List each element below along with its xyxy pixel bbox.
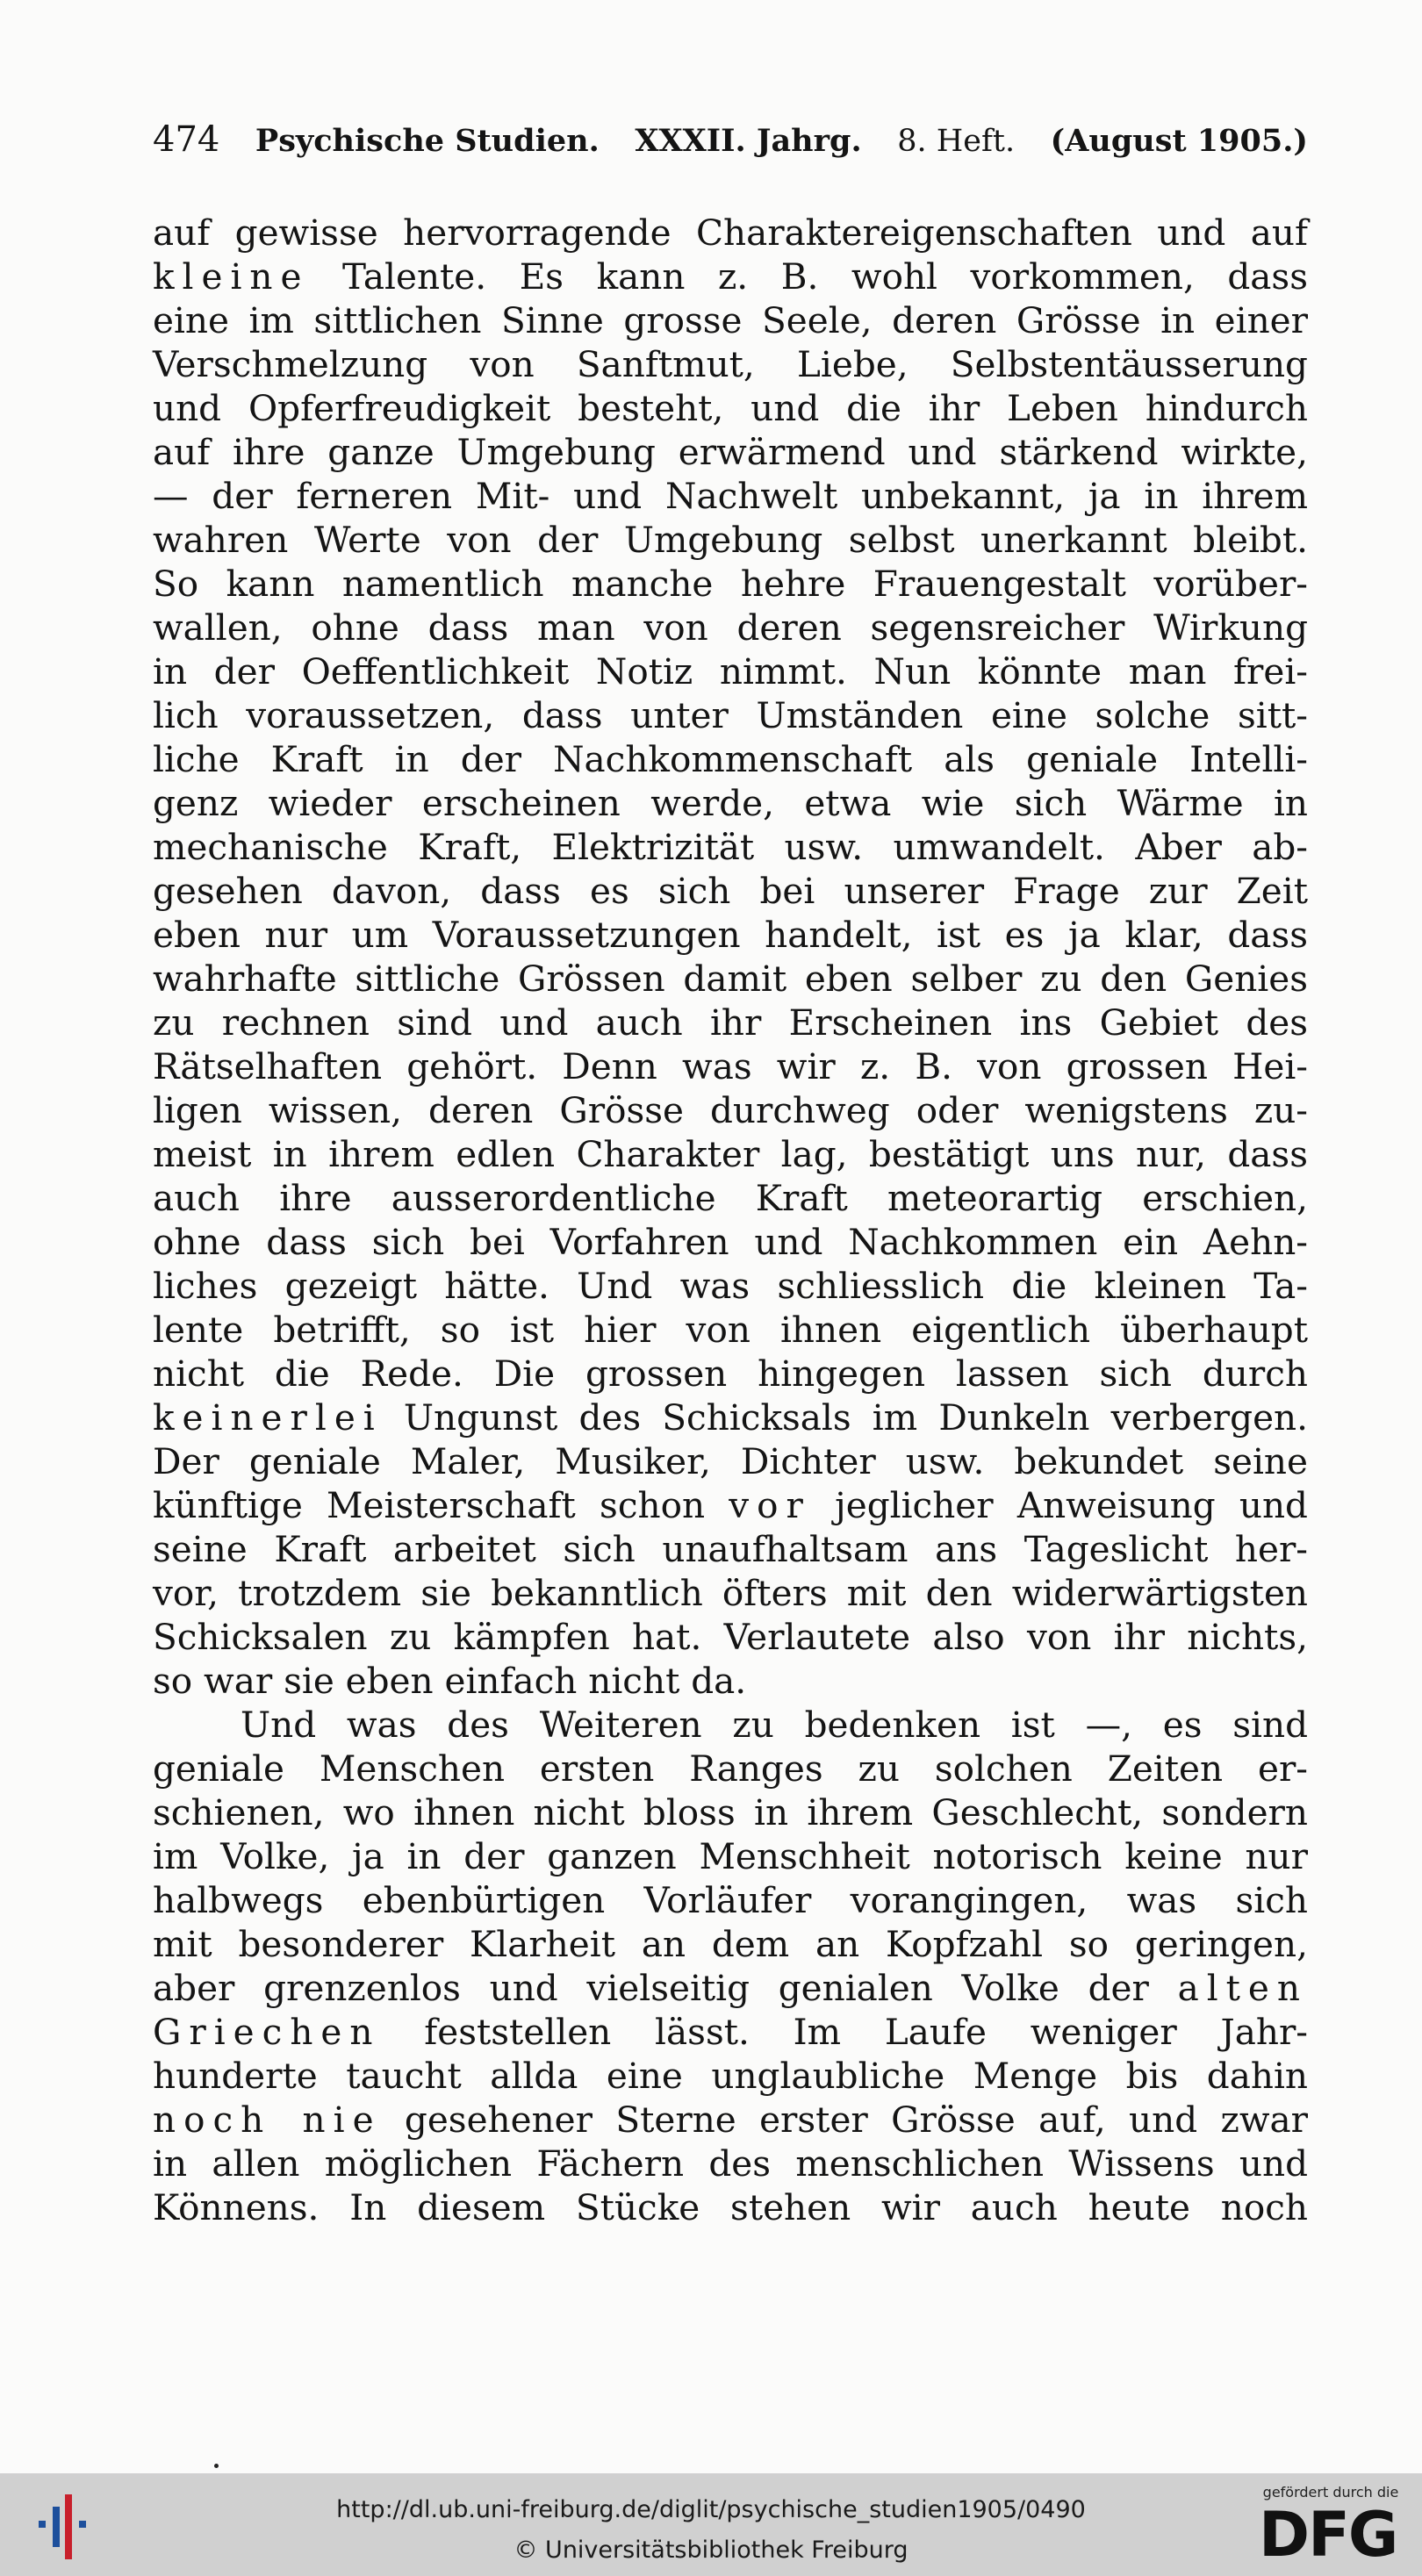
text-line xyxy=(153,1483,1308,1527)
text-line xyxy=(153,1439,1308,1483)
spaced-emphasis: kleine xyxy=(153,255,310,298)
text-line xyxy=(153,1176,1308,1220)
text-line xyxy=(153,1966,1308,2010)
line-text: liches gezeigt hätte. Und was schliesslich die kleinen Ta- xyxy=(153,1265,1308,1307)
line-text: wallen, ohne dass man von deren segensreicher Wirkung xyxy=(153,606,1308,649)
line-text: nicht die Rede. Die grossen hingegen lassen sich durch xyxy=(153,1353,1308,1395)
text-line xyxy=(153,2142,1308,2185)
running-header xyxy=(153,119,1308,160)
line-text: meist in ihrem edlen Charakter lag, bestätigt uns nur, dass xyxy=(153,1133,1308,1175)
line-text: auch ihre ausserordentliche Kraft meteorartig erschien, xyxy=(153,1177,1308,1219)
spaced-emphasis: Griechen xyxy=(153,2011,381,2053)
line-text: So kann namentlich manche hehre Frauengestalt vorüber- xyxy=(153,563,1308,605)
line-text: feststellen lässt. Im Laufe weniger Jahr- xyxy=(380,2011,1308,2053)
copyright: © Universitätsbibliothek Freiburg xyxy=(514,2537,908,2564)
line-text: Talente. Es kann z. B. wohl vorkommen, dass xyxy=(309,255,1308,298)
spaced-emphasis: keinerlei xyxy=(153,1396,383,1439)
text-line xyxy=(153,957,1308,1001)
line-text: seine Kraft arbeitet sich unaufhaltsam ans Tageslicht her- xyxy=(153,1528,1308,1570)
speck xyxy=(214,2464,219,2468)
text-line xyxy=(153,1044,1308,1088)
text-line xyxy=(153,1703,1308,1747)
text-line xyxy=(153,606,1308,649)
line-text: zu rechnen sind und auch ihr Erscheinen ins Gebiet des xyxy=(153,1001,1308,1044)
viewer-footer xyxy=(0,2473,1422,2576)
funded-by-label: gefördert durch die xyxy=(1262,2484,1399,2501)
permalink[interactable]: http://dl.ub.uni-freiburg.de/diglit/psychische_studien1905/0490 xyxy=(336,2496,1086,2523)
line-text: lente betrifft, so ist hier von ihnen eigentlich überhaupt xyxy=(153,1309,1308,1351)
line-text: mit besonderer Klarheit an dem an Kopfzahl so geringen, xyxy=(153,1923,1308,1965)
text-line xyxy=(153,1834,1308,1878)
text-line xyxy=(153,1308,1308,1352)
text-line xyxy=(153,869,1308,913)
line-text: Ungunst des Schicksals im Dunkeln verbergen. xyxy=(382,1396,1308,1439)
line-text: liche Kraft in der Nachkommenschaft als geniale Intelli- xyxy=(153,738,1308,780)
text-line xyxy=(153,2098,1308,2142)
spaced-emphasis: noch nie xyxy=(153,2099,382,2141)
text-line xyxy=(153,430,1308,474)
text-line xyxy=(153,1922,1308,1966)
journal-title: Psychische Studien. xyxy=(255,123,600,159)
text-line xyxy=(153,1878,1308,1922)
line-text: Rätselhaften gehört. Denn was wir z. B. von grossen Hei- xyxy=(153,1045,1308,1087)
line-text: in der Oeffentlichkeit Notiz nimmt. Nun könnte man frei- xyxy=(153,650,1308,692)
text-line xyxy=(153,474,1308,518)
line-text: geniale Menschen ersten Ranges zu solchen Zeiten er- xyxy=(153,1747,1308,1790)
line-text: Der geniale Maler, Musiker, Dichter usw. bekundet seine xyxy=(153,1440,1308,1482)
text-line xyxy=(153,298,1308,342)
line-text: gesehen davon, dass es sich bei unserer Frage zur Zeit xyxy=(153,870,1308,912)
text-line xyxy=(153,255,1308,298)
line-text: Verschmelzung von Sanftmut, Liebe, Selbstentäusserung xyxy=(153,343,1308,385)
line-text: Könnens. In diesem Stücke stehen wir auch heute noch xyxy=(153,2186,1308,2228)
text-line xyxy=(153,737,1308,781)
line-text: eben nur um Voraussetzungen handelt, ist es ja klar, dass xyxy=(153,914,1308,956)
line-text: wahren Werte von der Umgebung selbst unerkannt bleibt. xyxy=(153,519,1308,561)
line-text: in allen möglichen Fächern des menschlichen Wissens und xyxy=(153,2142,1308,2185)
text-line xyxy=(153,211,1308,255)
line-text: hunderte taucht allda eine unglaubliche Menge bis dahin xyxy=(153,2055,1308,2097)
text-line xyxy=(153,1571,1308,1615)
line-text: und Opferfreudigkeit besteht, und die ihr Leben hindurch xyxy=(153,387,1308,429)
body-text xyxy=(153,211,1308,2229)
text-line xyxy=(153,1615,1308,1659)
line-text: auf ihre ganze Umgebung erwärmend und stärkend wirkte, xyxy=(153,431,1308,473)
line-text: im Volke, ja in der ganzen Menschheit notorisch keine nur xyxy=(153,1835,1308,1877)
dfg-logo xyxy=(1253,2484,1408,2572)
line-text: Schicksalen zu kämpfen hat. Verlautete also von ihr nichts, xyxy=(153,1616,1308,1658)
text-line xyxy=(153,913,1308,957)
text-line xyxy=(153,1527,1308,1571)
line-text: schienen, wo ihnen nicht bloss in ihrem Geschlecht, sondern xyxy=(153,1791,1308,1833)
text-line xyxy=(153,2185,1308,2229)
text-line xyxy=(153,1001,1308,1044)
line-text: mechanische Kraft, Elektrizität usw. umwandelt. Aber ab- xyxy=(153,826,1308,868)
volume: XXXII. Jahrg. xyxy=(635,123,862,159)
text-line xyxy=(153,781,1308,825)
spaced-emphasis: alten xyxy=(1177,1967,1308,2009)
text-line xyxy=(153,693,1308,737)
text-line xyxy=(153,562,1308,606)
line-text: — der ferneren Mit- und Nachwelt unbekannt, ja in ihrem xyxy=(153,475,1308,517)
text-line xyxy=(153,1659,1308,1703)
text-line xyxy=(153,1747,1308,1790)
dfg-mark: DFG xyxy=(1259,2499,1397,2571)
page-number: 474 xyxy=(153,119,220,160)
line-text: so war sie eben einfach nicht da. xyxy=(153,1660,747,1702)
line-text: künftige Meisterschaft schon xyxy=(153,1484,729,1526)
text-line xyxy=(153,825,1308,869)
line-text: Und was des Weiteren zu bedenken ist —, es sind xyxy=(241,1704,1308,1746)
text-line xyxy=(153,649,1308,693)
text-line xyxy=(153,518,1308,562)
line-text: genz wieder erscheinen werde, etwa wie sich Wärme in xyxy=(153,782,1308,824)
text-line xyxy=(153,1132,1308,1176)
text-line xyxy=(153,1790,1308,1834)
line-text: auf gewisse hervorragende Charaktereigenschaften und auf xyxy=(153,212,1308,254)
issue: 8. Heft. xyxy=(897,124,1016,159)
line-text: eine im sittlichen Sinne grosse Seele, deren Grösse in einer xyxy=(153,299,1308,341)
text-line xyxy=(153,386,1308,430)
text-line xyxy=(153,2054,1308,2098)
line-text: gesehener Sterne erster Grösse auf, und zwar xyxy=(381,2099,1308,2141)
line-text: jeglicher Anweisung und xyxy=(810,1484,1308,1526)
spaced-emphasis: vor xyxy=(729,1484,811,1526)
text-line xyxy=(153,1396,1308,1439)
line-text: ligen wissen, deren Grösse durchweg oder wenigstens zu- xyxy=(153,1089,1308,1131)
text-line xyxy=(153,2010,1308,2054)
line-text: ohne dass sich bei Vorfahren und Nachkommen ein Aehn- xyxy=(153,1221,1308,1263)
text-line xyxy=(153,1088,1308,1132)
line-text: vor, trotzdem sie bekanntlich öfters mit den widerwärtigsten xyxy=(153,1572,1308,1614)
line-text: aber grenzenlos und vielseitig genialen Volke der xyxy=(153,1967,1178,2009)
text-line xyxy=(153,1220,1308,1264)
line-text: lich voraussetzen, dass unter Umständen eine solche sitt- xyxy=(153,694,1308,736)
issue-date: (August 1905.) xyxy=(1050,123,1308,159)
text-line xyxy=(153,1352,1308,1396)
line-text: halbwegs ebenbürtigen Vorläufer vorangingen, was sich xyxy=(153,1879,1308,1921)
text-line xyxy=(153,342,1308,386)
line-text: wahrhafte sittliche Grössen damit eben selber zu den Genies xyxy=(153,958,1308,1000)
text-line xyxy=(153,1264,1308,1308)
